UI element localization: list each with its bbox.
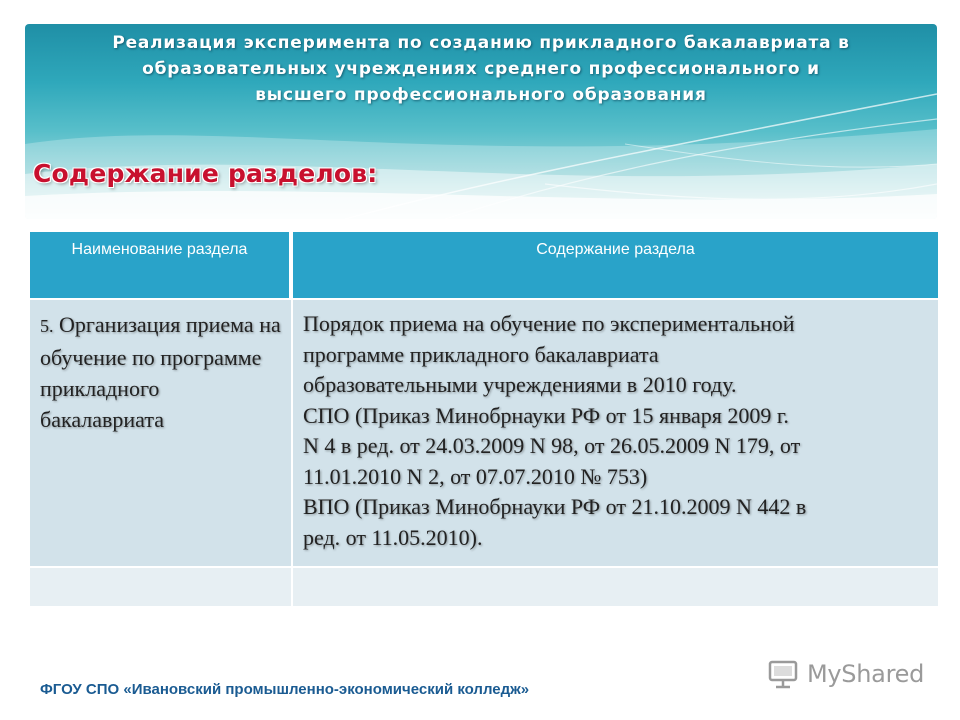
- sections-table: [30, 232, 938, 606]
- header-banner: [25, 24, 937, 219]
- content-line: ВПО (Приказ Минобрнауки РФ от 21.10.2009 N 442 в: [303, 494, 807, 519]
- table-cell-empty: [293, 568, 938, 606]
- content-line: программе прикладного бакалавриата: [303, 341, 659, 367]
- content-line: образовательными учреждениями в 2010 году.: [303, 372, 737, 397]
- section-name: Организация приема на обучение по программе прикладного бакалавриата: [40, 312, 281, 432]
- slide-title-line: образовательных учреждениях среднего профессионального и: [142, 59, 820, 79]
- slide-title-line: высшего профессионального образования: [255, 85, 707, 105]
- section-heading: Содержание разделов:: [33, 159, 378, 188]
- section-number: 5.: [40, 316, 54, 336]
- table-cell-section-name: [30, 300, 291, 566]
- content-line: СПО (Приказ Минобрнауки РФ от 15 января 2009 г.: [303, 402, 789, 428]
- watermark-text: MyShared: [807, 660, 925, 688]
- content-line: N 4 в ред. от 24.03.2009 N 98, от 26.05.2009 N 179, от: [303, 433, 801, 458]
- column-header-name: Наименование раздела: [30, 232, 291, 298]
- content-line: ред. от 11.05.2010).: [303, 524, 483, 550]
- slide-title: [45, 30, 917, 108]
- presentation-board-icon: [767, 658, 801, 690]
- watermark-logo[interactable]: [767, 656, 927, 692]
- footer-institution: ФГОУ СПО «Ивановский промышленно-экономический колледж»: [40, 681, 530, 698]
- table-cell-section-content: [293, 300, 938, 566]
- content-line: Порядок приема на обучение по экспериментальной: [303, 311, 795, 336]
- slide-title-line: Реализация эксперимента по созданию прикладного бакалавриата в: [112, 33, 850, 53]
- column-header-content: Содержание раздела: [293, 232, 938, 298]
- table-cell-empty: [30, 568, 291, 606]
- content-line: 11.01.2010 N 2, от 07.07.2010 № 753): [303, 463, 648, 489]
